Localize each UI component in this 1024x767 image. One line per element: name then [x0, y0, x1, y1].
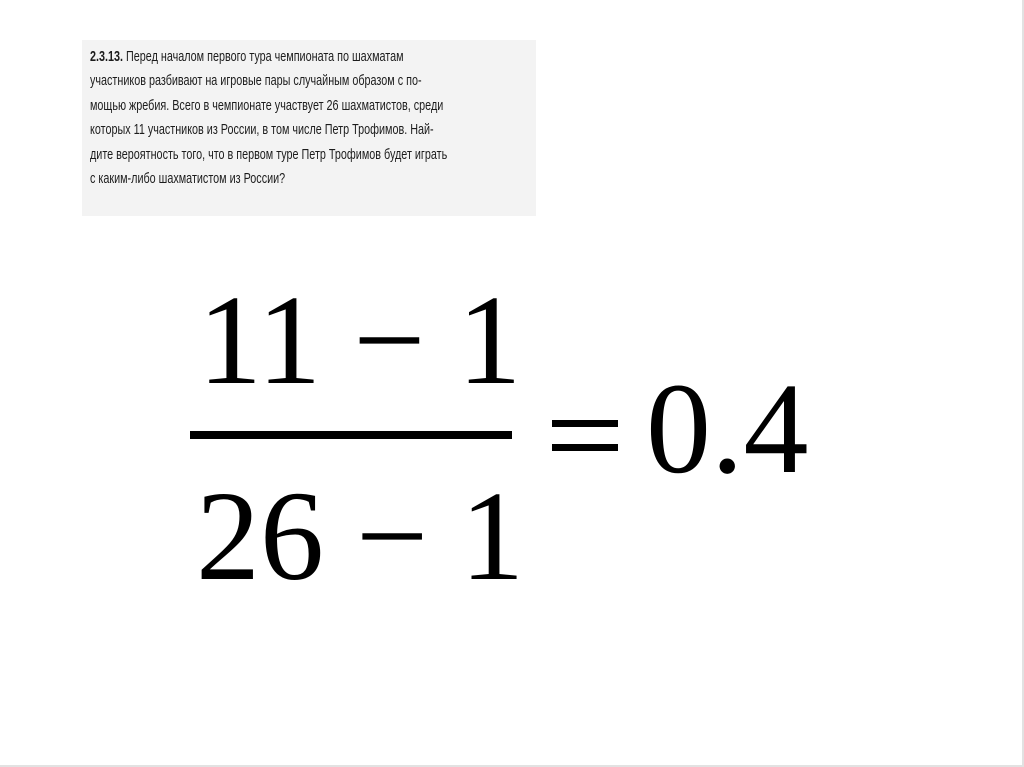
problem-text-line: дите вероятность того, что в первом туре Петр Трофимов будет играть [90, 145, 448, 163]
equals-sign [552, 420, 618, 468]
problem-text-line: мощью жребия. Всего в чемпионате участвует 26 шахматистов, среди [90, 96, 444, 114]
fraction-numerator: 11 − 1 [198, 269, 522, 411]
equals-bar-top [552, 420, 618, 427]
problem-text-line: Перед началом первого тура чемпионата по шахматам [126, 48, 404, 65]
fraction-bar [190, 431, 512, 439]
result-value: 0.4 [646, 357, 809, 501]
problem-text-line: с каким-либо шахматистом из России? [90, 170, 286, 188]
problem-text-line: которых 11 участников из России, в том числе Петр Трофимов. Най- [90, 121, 434, 139]
fraction-denominator: 26 − 1 [196, 465, 525, 607]
problem-line-1 [90, 45, 405, 69]
equals-bar-bottom [552, 444, 618, 451]
problem-text-line: участников разбивают на игровые пары случайным образом с по- [90, 72, 422, 90]
problem-scan [82, 40, 536, 216]
problem-number: 2.3.13. [90, 48, 124, 65]
